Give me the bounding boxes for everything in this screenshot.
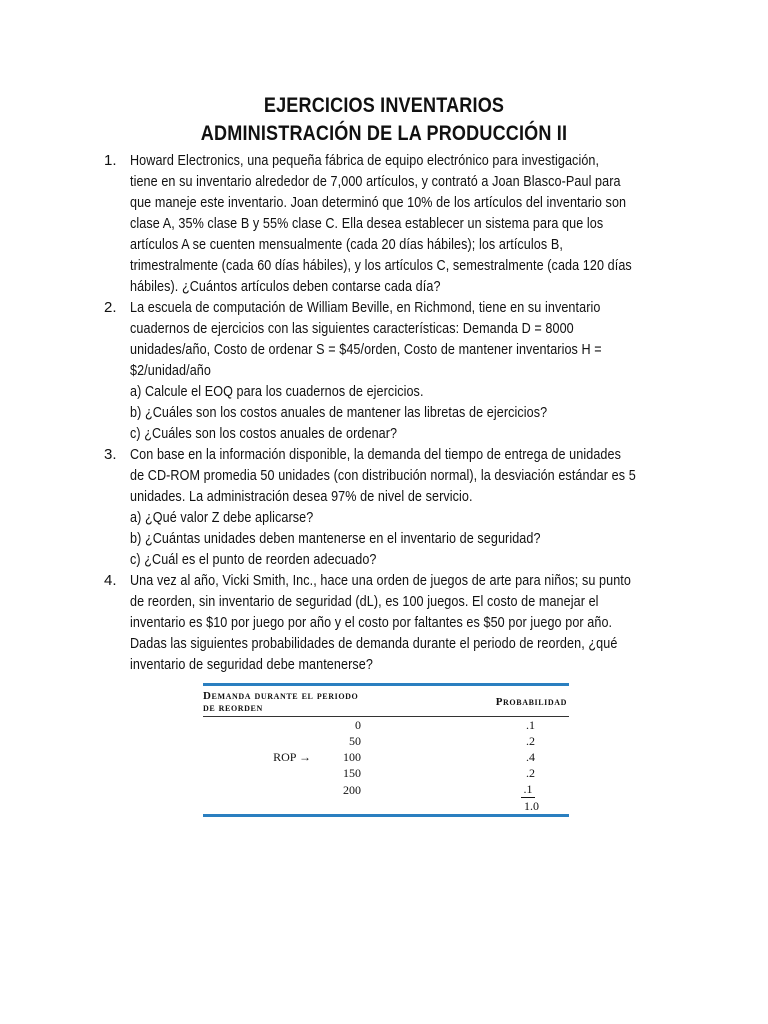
- exercise-text-line: tiene en su inventario alrededor de 7,000 artículos, y contrató a Joan Blasco-Paul para: [130, 173, 621, 190]
- exercise-text-line: unidades/año, Costo de ordenar S = $45/orden, Costo de mantener inventarios H =: [130, 341, 602, 358]
- page-title: [54, 92, 714, 148]
- exercise-text-line: cuadernos de ejercicios con las siguientes características: Demanda D = 8000: [130, 320, 574, 337]
- exercise-text-line: b) ¿Cuáles son los costos anuales de mantener las libretas de ejercicios?: [130, 404, 548, 421]
- table-total-row: [203, 798, 569, 816]
- exercise-text-line: a) Calcule el EOQ para los cuadernos de ejercicios.: [130, 383, 424, 400]
- probability-cell: .2: [526, 766, 535, 780]
- exercise-text-line: de reorden, sin inventario de seguridad (dL), es 100 juegos. El costo de manejar el: [130, 593, 599, 610]
- title-line-1: EJERCICIOS INVENTARIOS: [263, 94, 505, 117]
- exercise-text-line: Con base en la información disponible, la demanda del tiempo de entrega de unidades: [130, 446, 622, 463]
- exercise-number: 4.: [104, 572, 117, 589]
- table-row: [203, 717, 569, 734]
- exercise-text-line: $2/unidad/año: [130, 362, 211, 379]
- probability-cell: .4: [526, 750, 535, 764]
- exercise-text-line: que maneje este inventario. Joan determinó que 10% de los artículos del inventario son: [130, 194, 627, 211]
- exercise-text-line: inventario es $10 por juego por año y el costo por faltantes es $50 por juego por año.: [130, 614, 613, 631]
- exercise-number: 3.: [104, 446, 117, 463]
- exercise-text-line: inventario de seguridad debe mantenerse?: [130, 656, 373, 673]
- table-header-row: [203, 685, 569, 717]
- title-line-2: ADMINISTRACIÓN DE LA PRODUCCIÓN II: [200, 122, 568, 145]
- exercise-item: [104, 570, 664, 675]
- demand-cell: 100: [343, 750, 361, 764]
- table-row: [203, 765, 569, 781]
- exercise-text-line: artículos A se cuenten mensualmente (cada 20 días hábiles); los artículos B,: [130, 236, 563, 253]
- exercise-list: [104, 150, 664, 675]
- probability-cell: .2: [526, 734, 535, 748]
- exercise-text-line: Dadas las siguientes probabilidades de demanda durante el periodo de reorden, ¿qué: [130, 635, 618, 652]
- exercise-text-line: de CD-ROM promedia 50 unidades (con distribución normal), la desviación estándar es 5: [130, 467, 636, 484]
- demand-probability-table: [203, 683, 569, 817]
- demand-cell: 50: [349, 734, 361, 748]
- exercise-text-line: c) ¿Cuáles son los costos anuales de ordenar?: [130, 425, 398, 442]
- exercise-text-line: hábiles). ¿Cuántos artículos deben contarse cada día?: [130, 278, 441, 295]
- exercise-item: [104, 444, 664, 570]
- table-row: [203, 733, 569, 749]
- demand-cell: 150: [343, 766, 361, 780]
- exercise-text-line: Howard Electronics, una pequeña fábrica de equipo electrónico para investigación,: [130, 152, 600, 169]
- table-row: [203, 749, 569, 765]
- probability-cell: .1: [521, 781, 535, 798]
- exercise-text-line: c) ¿Cuál es el punto de reorden adecuado?: [130, 551, 377, 568]
- exercise-item: [104, 150, 664, 297]
- exercise-text-line: clase A, 35% clase B y 55% clase C. Ella desea establecer un sistema para que los: [130, 215, 604, 232]
- rop-label: ROP →: [273, 750, 311, 764]
- exercise-number: 1.: [104, 152, 117, 169]
- exercise-text-line: unidades. La administración desea 97% de nivel de servicio.: [130, 488, 473, 505]
- exercise-text-line: La escuela de computación de William Beville, en Richmond, tiene en su inventario: [130, 299, 601, 316]
- exercise-text-line: trimestralmente (cada 60 días hábiles), y los artículos C, semestralmente (cada 120 días: [130, 257, 632, 274]
- exercise-text-line: a) ¿Qué valor Z debe aplicarse?: [130, 509, 314, 526]
- exercise-number: 2.: [104, 299, 117, 316]
- exercise-item: [104, 297, 664, 444]
- probability-cell: .1: [526, 718, 535, 732]
- probability-total: 1.0: [524, 799, 539, 813]
- header-demand: Demanda durante el periodo de reorden: [203, 685, 361, 717]
- exercise-text-line: b) ¿Cuántas unidades deben mantenerse en el inventario de seguridad?: [130, 530, 541, 547]
- demand-cell: 0: [355, 718, 361, 732]
- header-probability: Probabilidad: [361, 685, 569, 717]
- demand-cell: 200: [343, 782, 361, 797]
- exercise-text-line: Una vez al año, Vicki Smith, Inc., hace una orden de juegos de arte para niños; su punto: [130, 572, 631, 589]
- table-row: [203, 781, 569, 798]
